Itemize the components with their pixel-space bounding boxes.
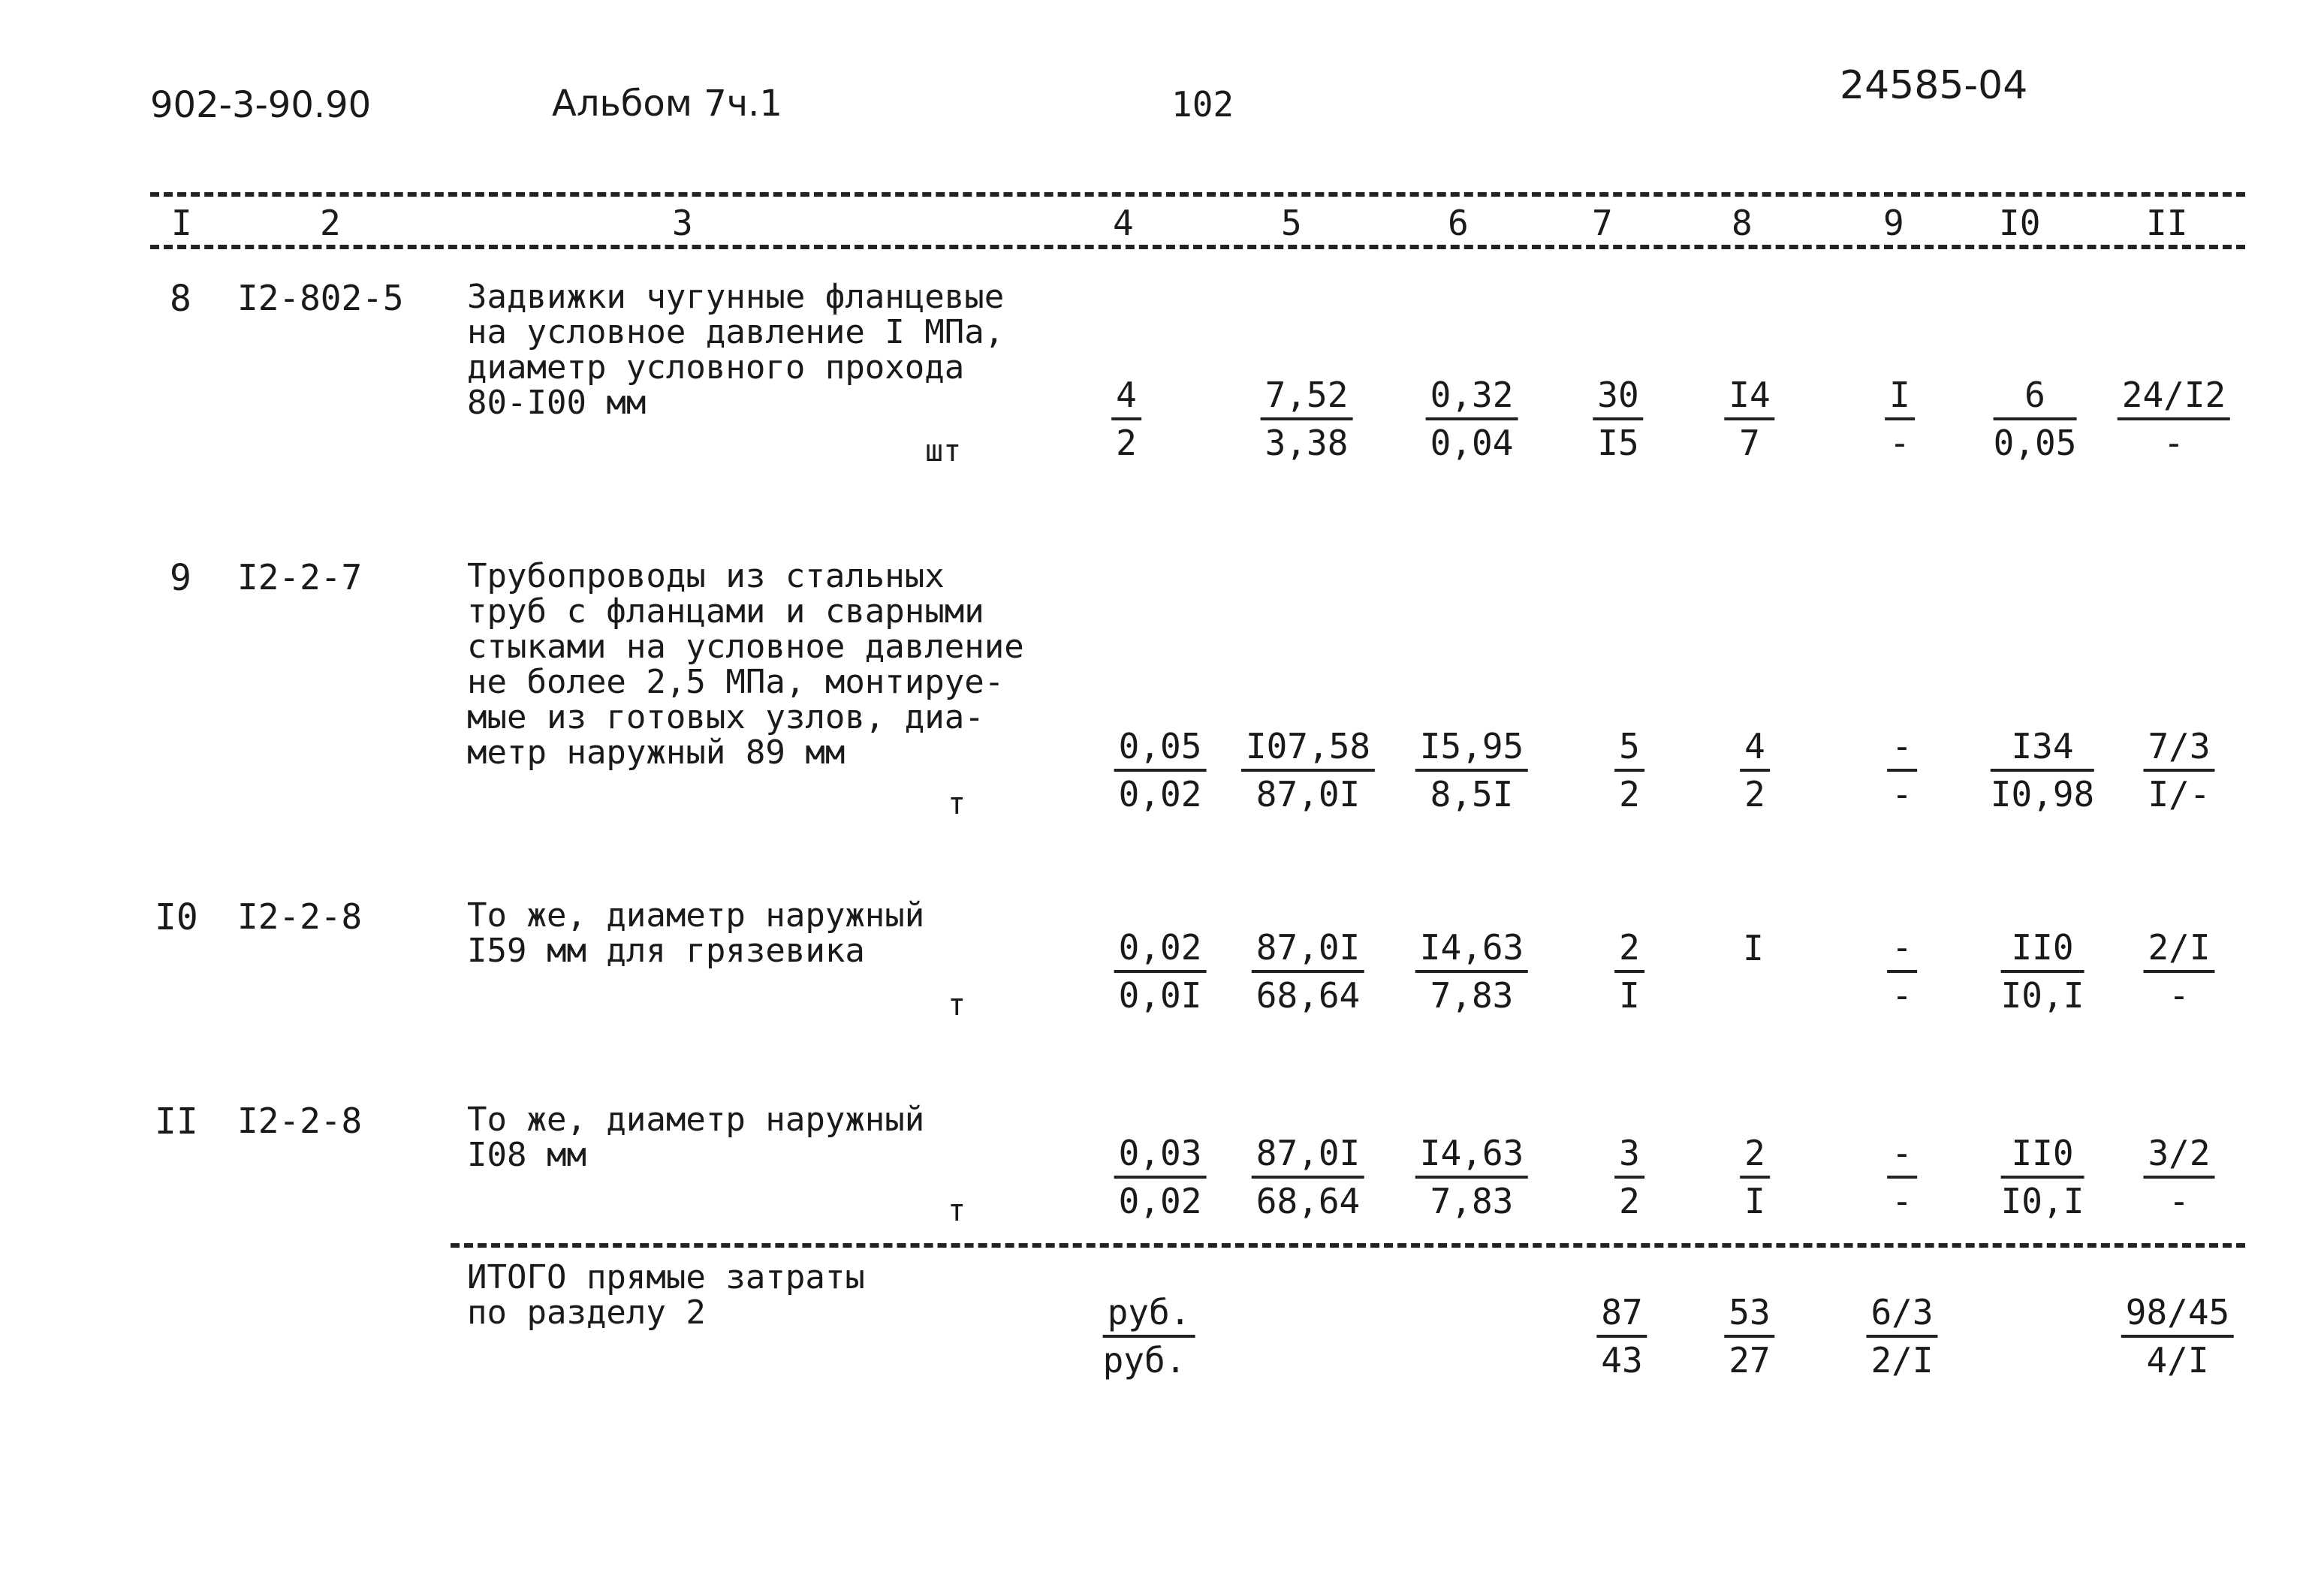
cell-col6 — [1415, 727, 1528, 814]
column-header: I0 — [1999, 203, 2041, 243]
cell-col8 — [1740, 1134, 1770, 1221]
numerator: 0,02 — [1114, 928, 1207, 973]
denominator: 68,64 — [1255, 975, 1361, 1016]
denominator: - — [2169, 1181, 2190, 1221]
numerator: руб. — [1103, 1293, 1195, 1338]
cell-col10 — [2001, 928, 2084, 1015]
denominator: 8,5I — [1430, 774, 1514, 815]
numerator: 2/I — [2143, 928, 2214, 973]
cell-col5 — [1261, 375, 1353, 462]
numerator: I4 — [1724, 375, 1774, 420]
cell-col7 — [1614, 727, 1644, 814]
column-header: 2 — [320, 203, 341, 243]
column-header: 5 — [1281, 203, 1302, 243]
denominator: 27 — [1729, 1340, 1771, 1381]
album-label: Альбом 7ч.1 — [552, 83, 782, 125]
cell-col9 — [1885, 375, 1915, 462]
denominator: - — [1892, 1181, 1913, 1221]
numerator: 6 — [1994, 375, 2077, 420]
numerator: 24/I2 — [2118, 375, 2230, 420]
denominator: I — [1619, 975, 1640, 1016]
cell-col8: I — [1743, 928, 1764, 968]
numerator: I4,63 — [1415, 928, 1528, 973]
numerator: 6/3 — [1866, 1293, 1937, 1338]
cell-col8 — [1740, 727, 1770, 814]
denominator: 0,05 — [1993, 423, 2077, 463]
cell-col5 — [1252, 928, 1364, 1015]
numerator: II0 — [2001, 928, 2084, 973]
numerator: 7,52 — [1261, 375, 1353, 420]
denominator: - — [1889, 423, 1910, 463]
numerator: - — [1887, 1134, 1917, 1179]
cell-col4 — [1114, 928, 1207, 1015]
numerator: 4 — [1740, 727, 1770, 772]
numerator: 2 — [1740, 1134, 1770, 1179]
denominator: 68,64 — [1255, 1181, 1361, 1221]
numerator: 5 — [1614, 727, 1644, 772]
row-number: 8 — [170, 278, 191, 320]
numerator: 87,0I — [1252, 928, 1364, 973]
rate-code: I2-2-7 — [237, 557, 363, 598]
denominator: - — [2163, 423, 2184, 463]
numerator: 0,03 — [1114, 1134, 1207, 1179]
column-header: 3 — [672, 203, 693, 243]
denominator: I0,98 — [1990, 774, 2095, 815]
work-description: То же, диаметр наружный I59 мм для грязевика — [467, 896, 925, 970]
numerator: 3 — [1614, 1134, 1644, 1179]
column-header: I — [171, 203, 192, 243]
numerator: I34 — [1991, 727, 2094, 772]
denominator: руб. — [1102, 1340, 1186, 1381]
cell-col7 — [1593, 375, 1643, 462]
cell-col6 — [1426, 375, 1518, 462]
unit-of-measure: шт — [925, 434, 962, 468]
numerator: 0,05 — [1114, 727, 1207, 772]
totals-col9 — [1866, 1293, 1937, 1380]
numerator: 7/3 — [2143, 727, 2214, 772]
work-description: Задвижки чугунные фланцевые на условное давление I МПа, диаметр условного прохода 80-I00 мм — [467, 278, 1005, 422]
numerator: 87 — [1596, 1293, 1647, 1338]
numerator: I — [1885, 375, 1915, 420]
numerator: 3/2 — [2143, 1134, 2214, 1179]
cell-col4 — [1111, 375, 1141, 462]
column-header: II — [2146, 203, 2188, 243]
cell-col6 — [1415, 928, 1528, 1015]
row-number: II — [155, 1101, 198, 1143]
cell-col11 — [2143, 727, 2214, 814]
row-number: 9 — [170, 557, 191, 599]
denominator: 0,04 — [1430, 423, 1514, 463]
denominator: 2/I — [1870, 1340, 1934, 1381]
numerator: 87,0I — [1252, 1134, 1364, 1179]
denominator: 0,0I — [1118, 975, 1202, 1016]
denominator: 7 — [1739, 423, 1760, 463]
denominator: 2 — [1619, 774, 1640, 815]
column-header: 4 — [1113, 203, 1134, 243]
header-bottom-rule — [150, 245, 2245, 249]
cell-col4 — [1114, 727, 1207, 814]
column-header: 8 — [1732, 203, 1753, 243]
column-header: 9 — [1883, 203, 1904, 243]
totals-unit — [1103, 1293, 1195, 1380]
cell-col6 — [1415, 1134, 1528, 1221]
work-description: Трубопроводы из стальных труб с фланцами и сварными стыками на условное давление не более 2,5 МПа, монтируе- мые из готовых узлов, диа- метр наружный 89 мм — [467, 557, 1024, 772]
denominator: 0,02 — [1118, 774, 1202, 815]
numerator: 30 — [1593, 375, 1643, 420]
page-number: 102 — [1171, 84, 1234, 125]
denominator: 3,38 — [1265, 423, 1349, 463]
numerator: - — [1887, 727, 1917, 772]
denominator: I0,I — [2000, 1181, 2084, 1221]
denominator: 2 — [1619, 1181, 1640, 1221]
numerator: I4,63 — [1415, 1134, 1528, 1179]
cell-col11 — [2143, 928, 2214, 1015]
numerator: - — [1887, 928, 1917, 973]
denominator: - — [1892, 975, 1913, 1016]
denominator: 7,83 — [1430, 975, 1514, 1016]
cell-col7 — [1614, 928, 1644, 1015]
column-header: 7 — [1592, 203, 1613, 243]
rate-code: I2-2-8 — [237, 896, 363, 937]
totals-col7 — [1596, 1293, 1647, 1380]
denominator: 2 — [1116, 423, 1137, 463]
work-description: То же, диаметр наружный I08 мм — [467, 1101, 925, 1174]
cell-col10 — [1991, 727, 2094, 814]
numerator: 2 — [1614, 928, 1644, 973]
numerator: 0,32 — [1426, 375, 1518, 420]
cell-col11 — [2143, 1134, 2214, 1221]
denominator: 43 — [1601, 1340, 1643, 1381]
cell-col5 — [1241, 727, 1375, 814]
cell-col8 — [1724, 375, 1774, 462]
totals-col8 — [1724, 1293, 1774, 1380]
cell-col11 — [2118, 375, 2230, 462]
denominator: 2 — [1744, 774, 1765, 815]
cell-col5 — [1252, 1134, 1364, 1221]
denominator: 0,02 — [1118, 1181, 1202, 1221]
totals-col11 — [2121, 1293, 2234, 1380]
denominator: I/- — [2148, 774, 2211, 815]
inventory-number: 24585-04 — [1840, 63, 2028, 108]
numerator: 53 — [1724, 1293, 1774, 1338]
unit-of-measure: т — [948, 787, 966, 821]
rate-code: I2-802-5 — [237, 278, 404, 318]
column-header: 6 — [1448, 203, 1469, 243]
denominator: 7,83 — [1430, 1181, 1514, 1221]
numerator: 98/45 — [2121, 1293, 2234, 1338]
cell-col4 — [1114, 1134, 1207, 1221]
unit-of-measure: т — [948, 1194, 966, 1228]
denominator: - — [1892, 774, 1913, 815]
numerator: II0 — [2001, 1134, 2084, 1179]
totals-label: ИТОГО прямые затраты по разделу 2 — [467, 1258, 865, 1332]
cell-col9 — [1887, 928, 1917, 1015]
numerator: 4 — [1111, 375, 1141, 420]
denominator: - — [2169, 975, 2190, 1016]
numerator: I07,58 — [1241, 727, 1375, 772]
row-number: I0 — [155, 896, 198, 938]
denominator: I0,I — [2000, 975, 2084, 1016]
cell-col10 — [2001, 1134, 2084, 1221]
doc-code: 902-3-90.90 — [150, 84, 372, 126]
denominator: 87,0I — [1255, 774, 1361, 815]
numerator: I5,95 — [1415, 727, 1528, 772]
denominator: 4/I — [2146, 1340, 2209, 1381]
cell-col9 — [1887, 1134, 1917, 1221]
header-top-rule — [150, 192, 2245, 197]
unit-of-measure: т — [948, 988, 966, 1022]
denominator: I — [1744, 1181, 1765, 1221]
cell-col9 — [1887, 727, 1917, 814]
cell-col10 — [1994, 375, 2077, 462]
denominator: I5 — [1597, 423, 1639, 463]
totals-rule — [451, 1243, 2245, 1248]
rate-code: I2-2-8 — [237, 1101, 363, 1141]
cell-col7 — [1614, 1134, 1644, 1221]
